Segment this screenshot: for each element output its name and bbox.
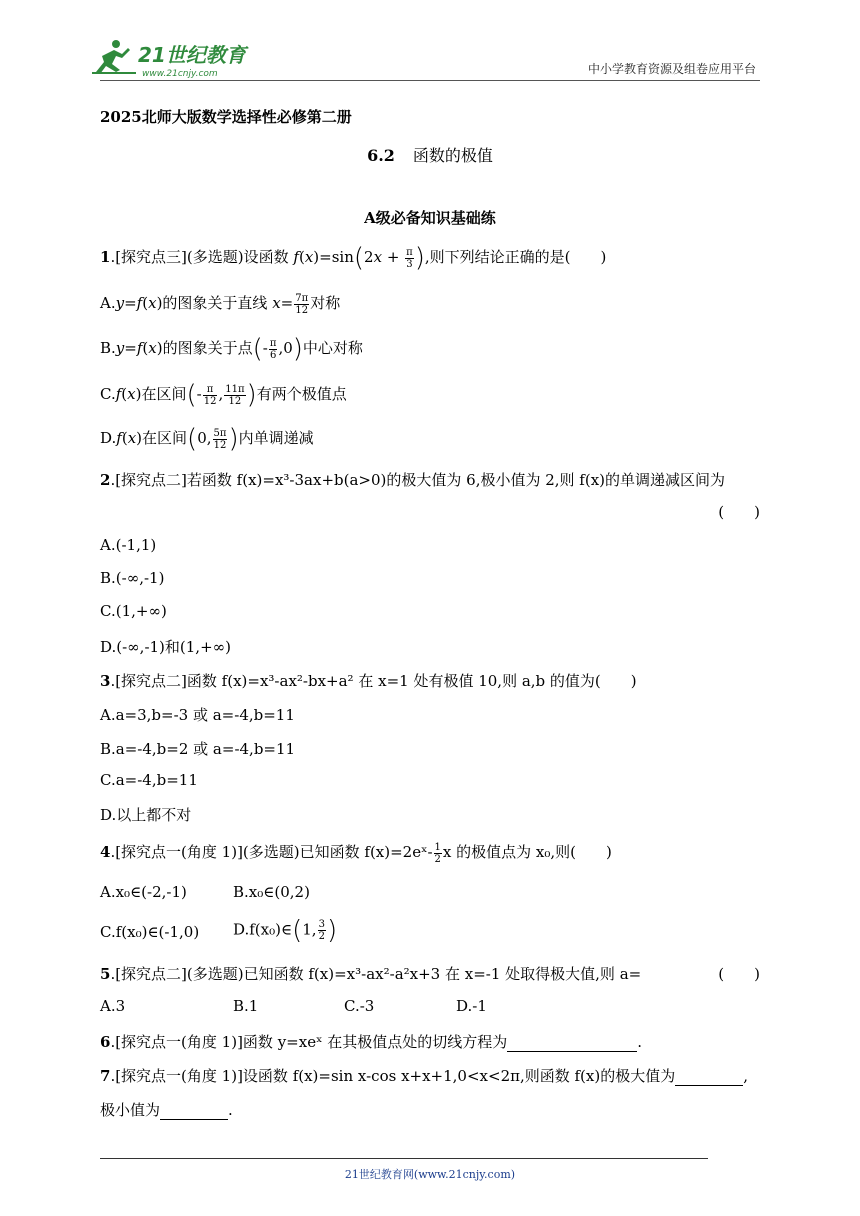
question-3-option-a: A.a=3,b=-3 或 a=-4,b=11 <box>100 706 295 724</box>
answer-blank-min[interactable] <box>160 1105 228 1120</box>
question-5-option-c: C.-3 <box>344 997 375 1015</box>
logo-text: 21世纪教育 <box>138 43 246 67</box>
question-5-option-b: B.1 <box>233 997 259 1015</box>
question-2-option-b: B.(-∞,-1) <box>100 569 165 587</box>
question-2-option-c: C.(1,+∞) <box>100 602 167 620</box>
section-name: 函数的极值 <box>412 146 493 165</box>
question-2-option-d: D.(-∞,-1)和(1,+∞) <box>100 638 231 656</box>
question-4-option-a: A.x₀∈(-2,-1) <box>100 883 187 901</box>
footer-text: 21世纪教育网(www.21cnjy.com) <box>344 1168 516 1181</box>
question-4-option-c: C.f(x₀)∈(-1,0) <box>100 923 200 941</box>
question-5-answer-paren: ( ) <box>718 965 760 983</box>
question-2-answer-paren: ( ) <box>718 503 760 521</box>
logo-url: www.21cnjy.com <box>142 69 218 79</box>
question-1-option-c: C.f(x)在区间(- $\frac{\pi}{12}$ , $\frac{11\pi}{12}$ )有两个极值点 <box>100 380 347 410</box>
question-5-option-d: D.-1 <box>456 997 487 1015</box>
footer-divider <box>100 1158 708 1159</box>
question-3-option-c: C.a=-4,b=11 <box>100 771 198 789</box>
answer-blank-max[interactable] <box>675 1071 743 1086</box>
question-4-option-b: B.x₀∈(0,2) <box>233 883 310 901</box>
question-3-stem: 3.[探究点二]函数 f(x)=x³-ax²-bx+a² 在 x=1 处有极值 10,则 a,b 的值为( ) <box>100 672 637 690</box>
question-5-option-a: A.3 <box>100 997 126 1015</box>
header-platform-text: 中小学教育资源及组卷应用平台 <box>587 62 756 76</box>
question-1-option-d: D.f(x)在区间(0, $\frac{5\pi}{12}$ )内单调递减 <box>100 424 314 454</box>
section-number: 6.2 <box>367 146 395 165</box>
question-7-line-2: 极小值为 . <box>100 1101 233 1119</box>
question-7: 7.[探究点一(角度 1)]设函数 f(x)=sin x-cos x+x+1,0<x<2π,则函数 f(x)的极大值为 , <box>100 1067 749 1085</box>
logo <box>92 36 272 80</box>
question-4-option-d: D.f(x₀)∈(1, $\frac{3}{2}$ ) <box>233 915 338 946</box>
document-series: 2025北师大版数学选择性必修第二册 <box>100 108 352 126</box>
question-1-stem: 1.[探究点三](多选题)设函数 f(x)=sin(2x + $\frac{\pi}{3}$ ),则下列结论正确的是( ) <box>100 243 607 273</box>
section-title <box>0 143 860 166</box>
question-2-stem: 2.[探究点二]若函数 f(x)=x³-3ax+b(a>0)的极大值为 6,极小值为 2,则 f(x)的单调递减区间为 <box>100 471 726 489</box>
header-divider <box>100 80 760 81</box>
fraction: $\frac{\pi}{3}$ <box>406 246 413 270</box>
question-1-option-a: A.y=f(x)的图象关于直线 x= $\frac{7\pi}{12}$ 对称 <box>100 292 341 316</box>
question-1-option-b: B.y=f(x)的图象关于点(- $\frac{\pi}{6}$ ,0)中心对称 <box>100 334 363 364</box>
level-heading: A级必备知识基础练 <box>364 209 496 227</box>
question-3-option-b: B.a=-4,b=2 或 a=-4,b=11 <box>100 740 296 758</box>
question-6: 6.[探究点一(角度 1)]函数 y=xeˣ 在其极值点处的切线方程为 . <box>100 1033 642 1051</box>
answer-blank[interactable] <box>507 1037 637 1052</box>
question-3-option-d: D.以上都不对 <box>100 806 192 824</box>
question-4-stem: 4.[探究点一(角度 1)](多选题)已知函数 f(x)=2eˣ- $\frac{1}{2}$ x 的极值点为 x₀,则( ) <box>100 841 612 865</box>
question-2-option-a: A.(-1,1) <box>100 536 157 554</box>
question-5-stem: 5.[探究点二](多选题)已知函数 f(x)=x³-ax²-a²x+3 在 x=-1 处取得极大值,则 a= <box>100 965 642 983</box>
